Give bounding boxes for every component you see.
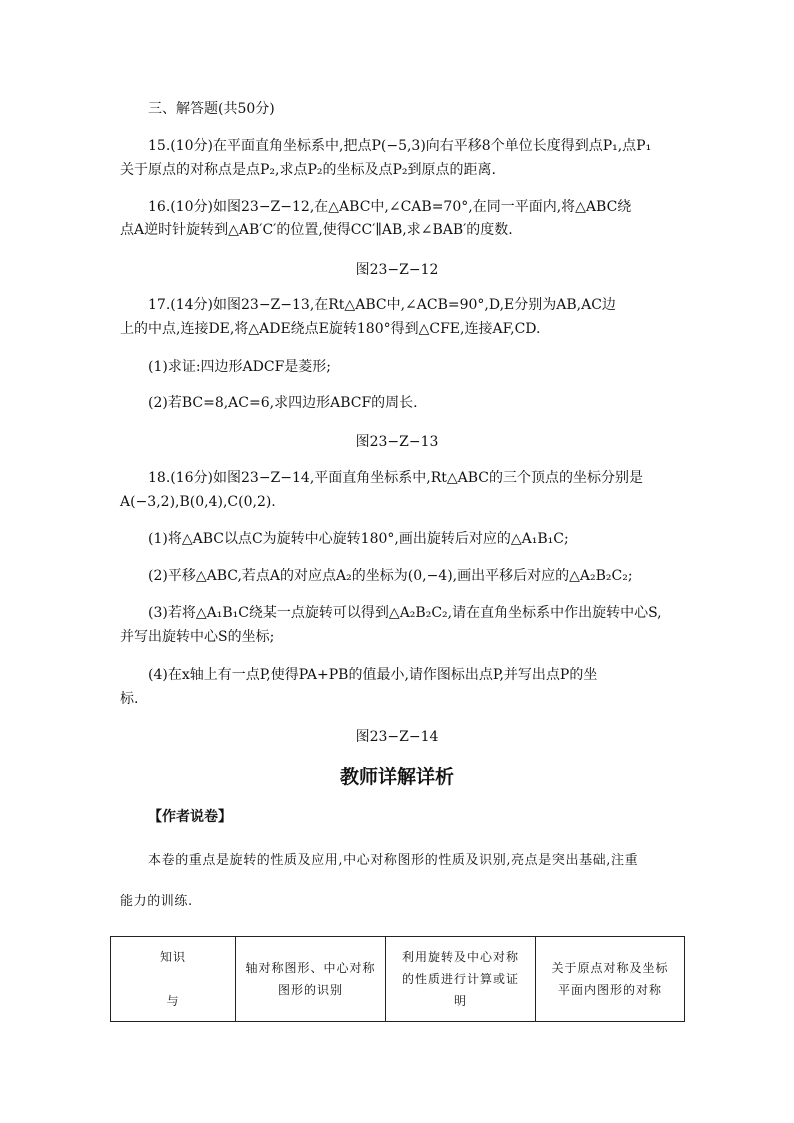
analysis-title: 教师详解详析	[339, 766, 454, 788]
q18-part1: (1)将△ABC以点C为旋转中心旋转180°,画出旋转后对应的△A₁B₁C;	[148, 531, 569, 547]
q15-line1: 15.(10分)在平面直角坐标系中,把点P(−5,3)向右平移8个单位长度得到点P₁,点P₁	[148, 138, 652, 154]
q15-line2: 关于原点的对称点是点P₂,求点P₂的坐标及点P₂到原点的距离.	[120, 162, 496, 178]
q16-line1: 16.(10分)如图23−Z−12,在△ABC中,∠CAB=70°,在同一平面内,将△ABC绕	[148, 199, 632, 215]
table-cell-knowledge: 知识 与	[111, 937, 236, 1022]
author-note-line2: 能力的训练.	[120, 894, 193, 909]
q18-part3-line1: (3)若将△A₁B₁C绕某一点旋转可以得到△A₂B₂C₂,请在直角坐标系中作出旋转中心S,	[148, 605, 662, 621]
q17-line1: 17.(14分)如图23−Z−13,在Rt△ABC中,∠ACB=90°,D,E分别为AB,AC边	[148, 297, 616, 313]
knowledge-table	[110, 936, 685, 1022]
section-header: 三、解答题(共50分)	[148, 101, 275, 117]
figure-caption-13: 图23−Z−13	[355, 434, 439, 450]
table-cell-origin-symmetry: 关于原点对称及坐标 平面内图形的对称	[536, 937, 685, 1022]
figure-caption-14: 图23−Z−14	[355, 729, 439, 745]
q17-part1: (1)求证:四边形ADCF是菱形;	[148, 359, 332, 375]
q18-line1: 18.(16分)如图23−Z−14,平面直角坐标系中,Rt△ABC的三个顶点的坐标分别是	[148, 470, 644, 486]
table-cell-rotation-calculation: 利用旋转及中心对称 的性质进行计算或证 明	[386, 937, 536, 1022]
q16-line2: 点A逆时针旋转到△AB′C′的位置,使得CC′∥AB,求∠BAB′的度数.	[120, 222, 513, 238]
author-note-header: 【作者说卷】	[148, 809, 232, 825]
q18-part2: (2)平移△ABC,若点A的对应点A₂的坐标为(0,−4),画出平移后对应的△A₂B₂C₂;	[148, 568, 633, 584]
q18-part3-line2: 并写出旋转中心S的坐标;	[120, 629, 275, 645]
author-note-line1: 本卷的重点是旋转的性质及应用,中心对称图形的性质及识别,亮点是突出基础,注重	[148, 853, 639, 868]
q18-part4-line1: (4)在x轴上有一点P,使得PA+PB的值最小,请作图标出点P,并写出点P的坐	[148, 667, 598, 683]
q17-line2: 上的中点,连接DE,将△ADE绕点E旋转180°得到△CFE,连接AF,CD.	[120, 321, 541, 337]
q18-line2: A(−3,2),B(0,4),C(0,2).	[120, 494, 276, 510]
q18-part4-line2: 标.	[120, 691, 139, 707]
figure-caption-12: 图23−Z−12	[355, 262, 439, 278]
table-cell-symmetry-recognition: 轴对称图形、中心对称 图形的识别	[236, 937, 386, 1022]
table-row	[111, 937, 685, 1022]
q17-part2: (2)若BC=8,AC=6,求四边形ABCF的周长.	[148, 395, 418, 411]
